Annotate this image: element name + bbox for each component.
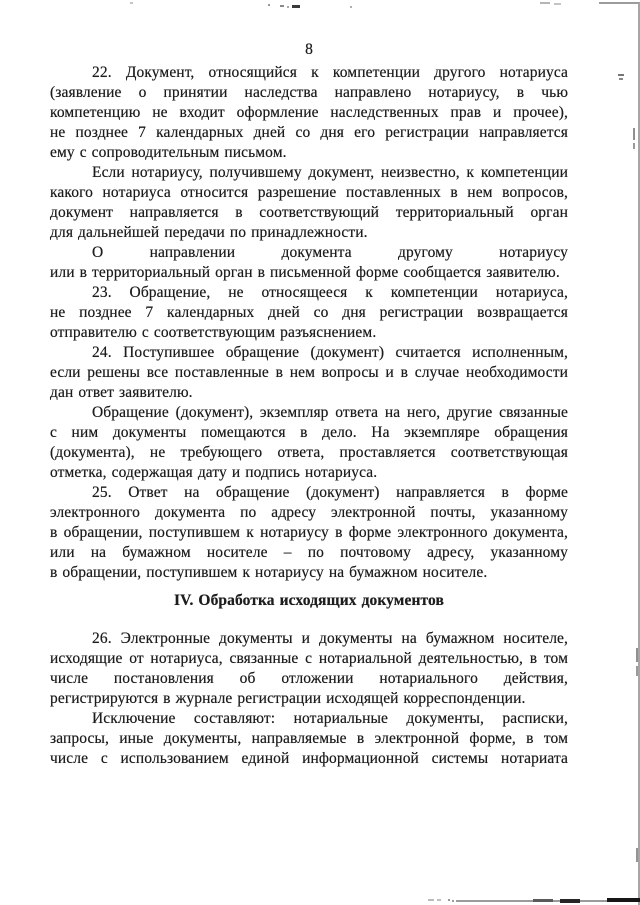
- text-line: в обращении, поступившем к нотариусу на бумажном носителе.: [50, 564, 488, 581]
- text-line: 25. Ответ на обращение (документ) направляется в форме: [92, 484, 568, 501]
- scan-mark: [636, 848, 638, 862]
- text-line: не позднее 7 календарных дней со дня регистрации возвращается: [50, 304, 568, 321]
- text-line: числе постановления об отложении нотариального действия,: [50, 670, 568, 687]
- scan-edge-line-bottom-dark: [607, 898, 640, 902]
- text-line: 26. Электронные документы и документы на бумажном носителе,: [92, 630, 568, 647]
- paragraph: [50, 403, 568, 483]
- scan-speck: [452, 900, 454, 902]
- text-line: документ направляется в соответствующий территориальный орган: [50, 204, 568, 221]
- text-line: или в территориальный орган в письменной форме сообщается заявителю.: [50, 264, 560, 281]
- text-line: (документа), не требующего ответа, проставляется соответствующая: [50, 444, 568, 461]
- text-line: какого нотариуса относится разрешение поставленных в нем вопросов,: [50, 184, 568, 201]
- text-line: дан ответ заявителю.: [50, 384, 193, 401]
- text-line: компетенцию не входит оформление наследственных прав и прочее),: [50, 104, 568, 121]
- text-line: 24. Поступившее обращение (документ) считается исполненным,: [92, 344, 568, 361]
- paragraph: [50, 709, 568, 769]
- text-line: отправителю с соответствующим разъяснением.: [50, 324, 377, 341]
- scan-speck: [448, 899, 450, 901]
- scan-edge-line-bottom-dark: [533, 899, 553, 902]
- text-line: с ним документы помещаются в дело. На экземпляре обращения: [50, 424, 568, 441]
- text-line: или на бумажном носителе – по почтовому адресу, указанному: [50, 544, 568, 561]
- text-line: электронного документа по адресу электронной почты, указанному: [50, 504, 568, 521]
- scan-edge-line-bottom-dark: [560, 899, 580, 903]
- text-line: если решены все поставленные в нем вопросы и в случае необходимости: [50, 364, 568, 381]
- text-line: ему с сопроводительным письмом.: [50, 144, 287, 161]
- section-heading: IV. Обработка исходящих документов: [174, 592, 444, 609]
- paragraph-26: [50, 629, 568, 709]
- paragraph: [50, 163, 568, 243]
- page-number: 8: [305, 41, 313, 58]
- document-body: [50, 63, 568, 769]
- text-line: запросы, иные документы, направляемые в электронной форме, в том: [50, 730, 568, 747]
- paragraph-24: [50, 343, 568, 403]
- text-line: для дальнейшей передачи по принадлежности.: [50, 224, 368, 241]
- scan-edge-line-bottom: [456, 900, 620, 902]
- paragraph-23: [50, 283, 568, 343]
- text-line: 22. Документ, относящийся к компетенции другого нотариуса: [92, 64, 568, 81]
- paragraph: [50, 243, 568, 283]
- text-line: Обращение (документ), экземпляр ответа на него, другие связанные: [92, 404, 568, 421]
- text-line: О направлении документа другому нотариусу: [92, 244, 568, 261]
- scan-mark: [428, 899, 434, 901]
- text-line: не позднее 7 календарных дней со дня его регистрации направляется: [50, 124, 568, 141]
- text-line: в обращении, поступившем к нотариусу в форме электронного документа,: [50, 524, 568, 541]
- text-line: Исключение составляют: нотариальные документы, расписки,: [92, 710, 568, 727]
- text-line: (заявление о принятии наследства направлено нотариусу, в чью: [50, 84, 568, 101]
- text-line: исходящие от нотариуса, связанные с нотариальной деятельностью, в том: [50, 650, 568, 667]
- scan-mark: [437, 899, 441, 901]
- text-line: отметка, содержащая дату и подпись нотариуса.: [50, 464, 378, 481]
- paragraph-25: [50, 483, 568, 583]
- text-line: 23. Обращение, не относящееся к компетенции нотариуса,: [92, 284, 568, 301]
- text-line: числе с использованием единой информационной системы нотариата: [50, 750, 568, 767]
- text-line: Если нотариусу, получившему документ, неизвестно, к компетенции: [92, 164, 568, 181]
- paragraph-22: [50, 63, 568, 163]
- text-line: регистрируются в журнале регистрации исходящей корреспонденции.: [50, 690, 526, 707]
